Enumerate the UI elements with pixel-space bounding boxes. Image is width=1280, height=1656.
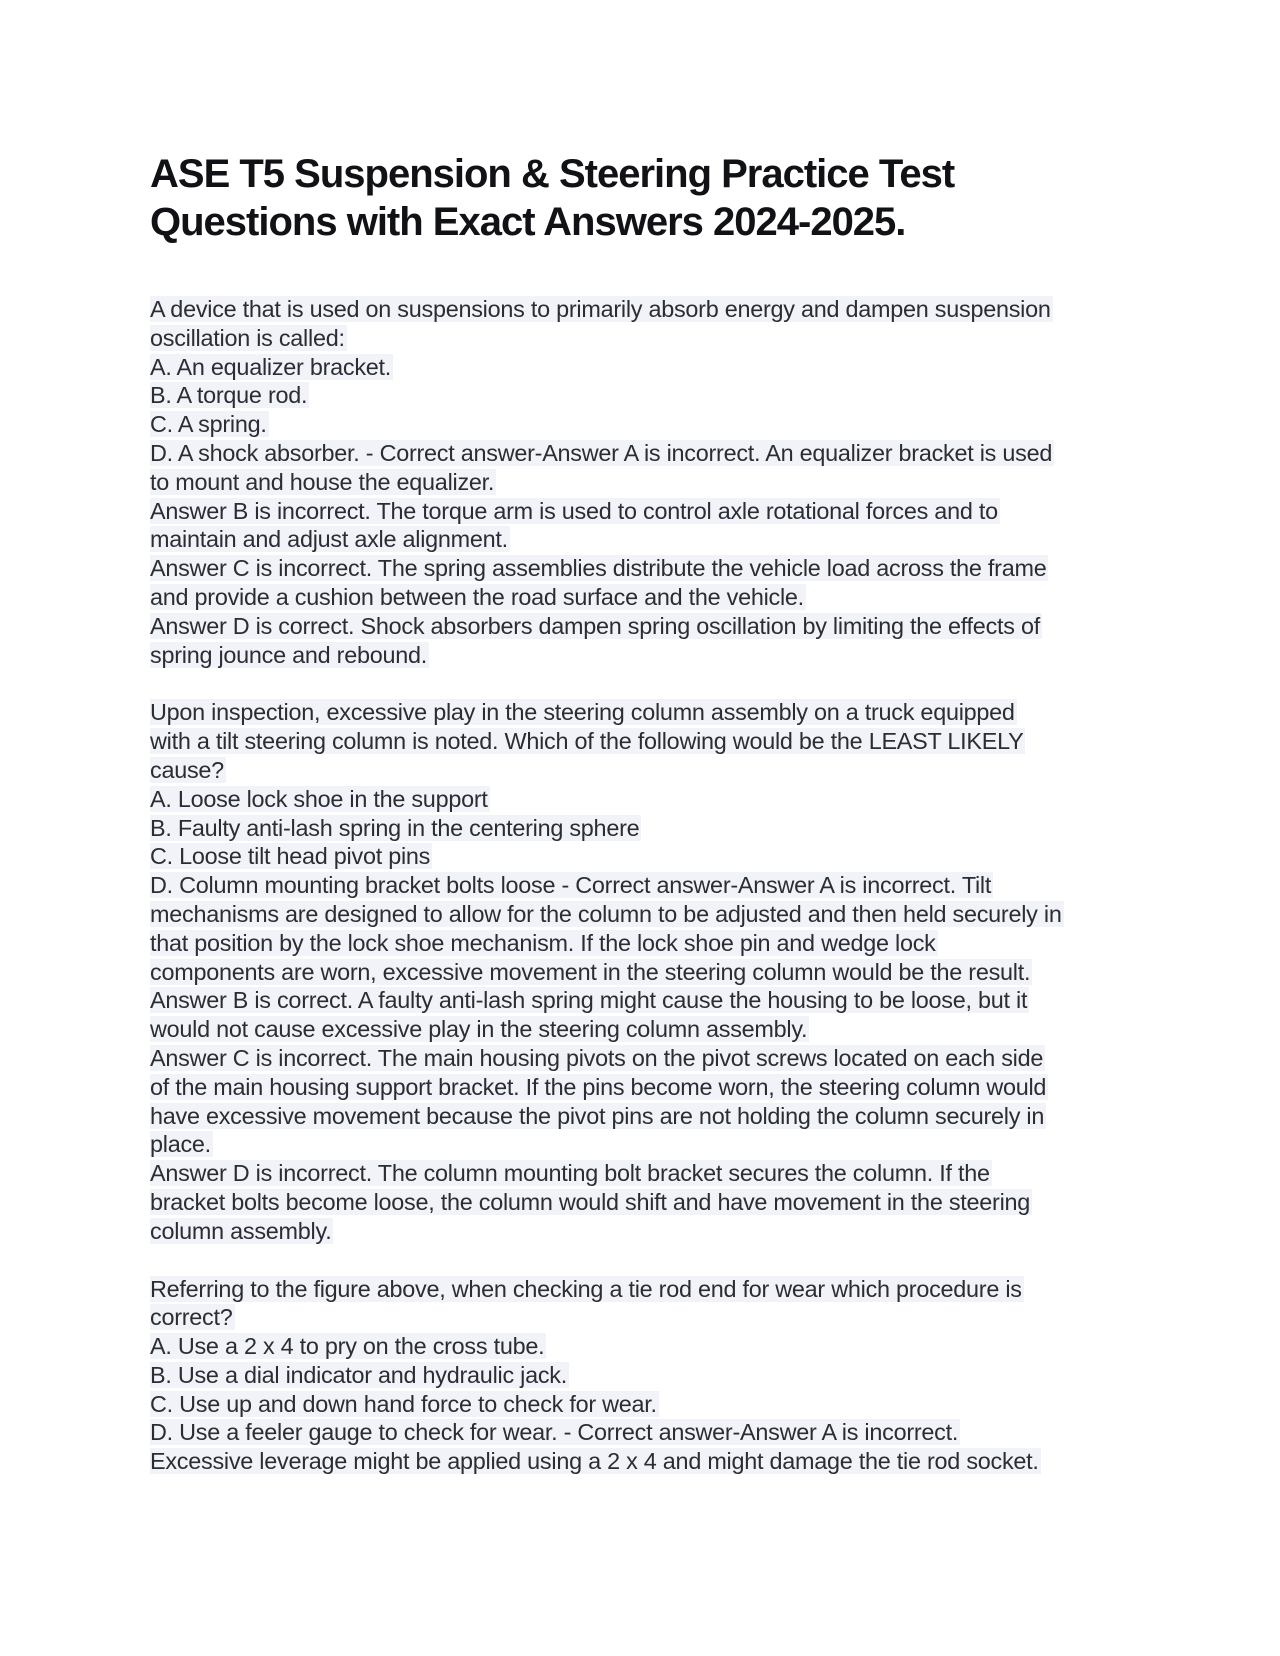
question-block-2 <box>150 698 1150 1245</box>
answer-option: D. A shock absorber. - Correct answer-Answer A is incorrect. An equalizer bracket is used <box>150 439 1053 466</box>
explanation-line: maintain and adjust axle alignment. <box>150 526 508 553</box>
answer-option: C. Use up and down hand force to check for wear. <box>150 1390 657 1417</box>
explanation-line: bracket bolts become loose, the column would shift and have movement in the steering <box>150 1188 1031 1215</box>
explanation-line: Answer C is incorrect. The main housing pivots on the pivot screws located on each side <box>150 1044 1044 1071</box>
answer-option: B. Faulty anti-lash spring in the centering sphere <box>150 814 640 841</box>
text-line: with a tilt steering column is noted. Which of the following would be the LEAST LIKELY <box>150 728 1024 755</box>
explanation-line: place. <box>150 1131 211 1158</box>
answer-option: D. Use a feeler gauge to check for wear. - Correct answer-Answer A is incorrect. <box>150 1419 959 1446</box>
explanation-line: and provide a cushion between the road surface and the vehicle. <box>150 583 804 610</box>
text-line: Upon inspection, excessive play in the steering column assembly on a truck equipped <box>150 699 1015 726</box>
answer-option: D. Column mounting bracket bolts loose - Correct answer-Answer A is incorrect. Tilt <box>150 872 992 899</box>
explanation-line: have excessive movement because the pivot pins are not holding the column securely in <box>150 1102 1045 1129</box>
explanation-line: Answer B is correct. A faulty anti-lash spring might cause the housing to be loose, but it <box>150 987 1028 1014</box>
text-line: Referring to the figure above, when checking a tie rod end for wear which procedure is <box>150 1275 1022 1302</box>
answer-option: A. Loose lock shoe in the support <box>150 785 488 812</box>
text-line: A device that is used on suspensions to primarily absorb energy and dampen suspension <box>150 296 1051 322</box>
explanation-line: spring jounce and rebound. <box>150 641 427 668</box>
explanation-line: Answer C is incorrect. The spring assemblies distribute the vehicle load across the frame <box>150 555 1047 582</box>
document-title <box>150 150 1150 246</box>
answer-option: A. Use a 2 x 4 to pry on the cross tube. <box>150 1333 545 1360</box>
document-title-line: ASE T5 Suspension & Steering Practice Test <box>150 152 955 196</box>
explanation-line: Excessive leverage might be applied using a 2 x 4 and might damage the tie rod socket. <box>150 1448 1039 1475</box>
explanation-line: that position by the lock shoe mechanism. If the lock shoe pin and wedge lock <box>150 929 936 956</box>
answer-option: B. Use a dial indicator and hydraulic jack. <box>150 1361 567 1388</box>
text-line: cause? <box>150 756 224 783</box>
questions-list <box>150 295 1150 1505</box>
answer-option: B. A torque rod. <box>150 382 308 409</box>
explanation-line: column assembly. <box>150 1217 332 1244</box>
explanation-line: would not cause excessive play in the steering column assembly. <box>150 1016 808 1043</box>
explanation-line: Answer B is incorrect. The torque arm is used to control axle rotational forces and to <box>150 497 998 524</box>
explanation-line: Answer D is correct. Shock absorbers dampen spring oscillation by limiting the effects of <box>150 612 1040 639</box>
text-line: oscillation is called: <box>150 324 345 351</box>
answer-option: C. Loose tilt head pivot pins <box>150 843 431 870</box>
document-title-line: Questions with Exact Answers 2024-2025. <box>150 200 906 244</box>
explanation-line: components are worn, excessive movement in the steering column would be the result. <box>150 958 1031 985</box>
answer-option: C. A spring. <box>150 411 267 438</box>
text-line: to mount and house the equalizer. <box>150 468 495 495</box>
question-block-1 <box>150 295 1150 669</box>
text-line: correct? <box>150 1304 233 1331</box>
question-block-3 <box>150 1275 1150 1477</box>
answer-option: A. An equalizer bracket. <box>150 353 392 380</box>
explanation-line: of the main housing support bracket. If the pins become worn, the steering column would <box>150 1073 1047 1100</box>
explanation-line: Answer D is incorrect. The column mounting bolt bracket secures the column. If the <box>150 1160 990 1187</box>
explanation-line: mechanisms are designed to allow for the column to be adjusted and then held securely in <box>150 900 1062 927</box>
